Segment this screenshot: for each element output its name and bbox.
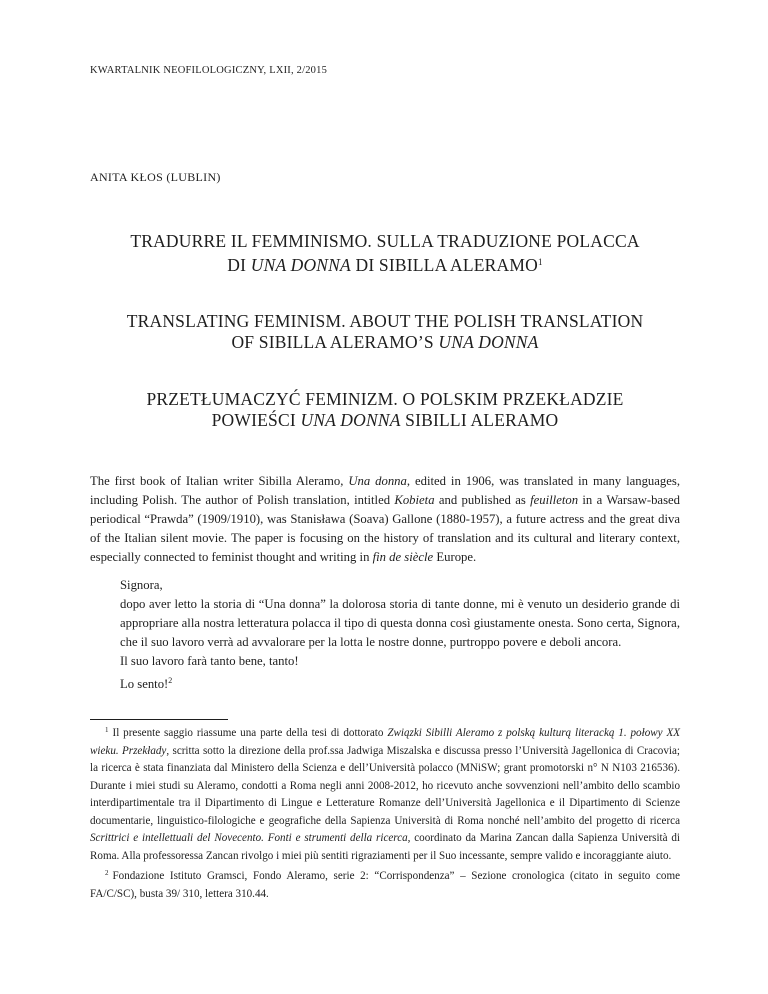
abstract-text: and published as <box>434 493 531 507</box>
letter-line: Il suo lavoro farà tanto bene, tanto! <box>120 654 299 668</box>
title-english <box>90 311 680 353</box>
abstract-text: The first book of Italian writer Sibilla Aleramo, <box>90 474 349 488</box>
footnote-text: coordinato da Marina Zancan dalla Sapienza Università di Roma. Alla professoressa Zancan rivolgo i miei più sentiti rigraziamenti per il Suo incessante, sempre valido e incoraggiante aiuto. <box>90 832 680 862</box>
footnote-text: , scritta sotto la direzione della prof.ssa Jadwiga Miszalska e discussa presso l’Università Jagellonica di Cracovia; la ricerca è stata finanziata dal Ministero della Scienza e dell’Università polacco (MNiSW; grant promotorski n° N N103 216536). Durante i miei studi su Aleramo, condotti a Roma negli anni 2008-2012, ho ricevuto anche sovvenzioni nell’ambito dello scambio interdipartimentale tra il Dipartimento di Lingue e Letterature Romanze dell’Università Jagellonica e il Dipartimento di Scienze documentarie, linguistico-filologiche e geografiche della Sapienza Università di Roma nonché nell’ambito del progetto di ricerca <box>90 744 680 827</box>
title-italic-work: UNA DONNA <box>250 255 351 275</box>
title-text: DI <box>227 255 251 275</box>
abstract-italic: Kobieta <box>394 493 435 507</box>
abstract-text: in a Warsaw-based periodical “Prawda” (1909/1910), was Stanisława (Soava) Gallone (1880-1957), a future actress and the great diva of the Italian silent movie. The paper is focusing on the history of translation and its cultural and literary context, especially connected to feminist thought and writing in <box>90 493 680 564</box>
title-text: DI SIBILLA ALERAMO <box>350 255 538 275</box>
title-polish <box>90 389 680 431</box>
title-english-line-2 <box>90 332 680 353</box>
footnote-number: 2 <box>105 869 109 877</box>
letter-body: dopo aver letto la storia di “Una donna” la dolorosa storia di tante donne, mi è venuto un desiderio grande di appropriare alla nostra letteratura polacca il tipo di questa donna così giustamente onesta. Sono certa, Signora, che il suo lavoro verrà ad avvalorare per la lotta le nostre donne, purtroppo povere e deboli ancora. <box>120 597 680 649</box>
footnote-text: Il presente saggio riassume una parte della tesi di dottorato <box>112 727 388 739</box>
footnote-separator <box>90 719 228 720</box>
letter-salutation: Signora, <box>120 578 163 592</box>
abstract-text: Europe. <box>433 550 477 564</box>
footnote-italic: Związki Sibilli Aleramo z polską kulturą literacką 1. połowy XX wieku. Przekłady <box>90 727 680 757</box>
footnote-text: Fondazione Istituto Gramsci, Fondo Aleramo, serie 2: “Corrispondenza” – Sezione cronologica (citato in seguito come FA/C/SC), busta 39/ 310, lettera 310.44. <box>90 870 680 900</box>
quoted-letter <box>120 576 680 694</box>
abstract-italic: Una donna <box>348 474 407 488</box>
title-italian-line-1: TRADURRE IL FEMMINISMO. SULLA TRADUZIONE POLACCA <box>130 231 640 251</box>
abstract-italic: fin de siècle <box>372 550 434 564</box>
title-polish-line-1: PRZETŁUMACZYĆ FEMINIZM. O POLSKIM PRZEKŁADZIE <box>146 389 624 409</box>
letter-closing-text: Lo sento! <box>120 677 169 691</box>
footnote-italic: Scrittrici e intellettuali del Novecento. Fonti e strumenti della ricerca, <box>90 832 411 844</box>
footnote-1 <box>90 722 680 865</box>
footnote-2 <box>90 865 680 903</box>
letter-closing <box>120 671 680 694</box>
author-line: ANITA KŁOS (LUBLIN) <box>90 170 221 184</box>
footnote-reference[interactable]: 2 <box>168 676 173 685</box>
title-polish-line-2 <box>90 410 680 431</box>
title-text: POWIEŚCI <box>211 410 301 430</box>
footnote-reference[interactable]: 1 <box>538 257 543 267</box>
abstract <box>90 472 680 567</box>
title-english-line-1: TRANSLATING FEMINISM. ABOUT THE POLISH TRANSLATION <box>126 311 644 331</box>
title-italian <box>90 231 680 276</box>
title-text: SIBILLI ALERAMO <box>400 410 559 430</box>
journal-header: KWARTALNIK NEOFILOLOGICZNY, LXII, 2/2015 <box>90 65 328 76</box>
footnote-number: 1 <box>105 726 109 734</box>
title-italic-work: UNA DONNA <box>300 410 401 430</box>
footnotes <box>90 722 680 903</box>
abstract-italic: feuilleton <box>530 493 579 507</box>
title-italic-work: UNA DONNA <box>438 332 539 352</box>
abstract-text: , edited in 1906, was translated in many languages, including Polish. The author of Polish translation, intitled <box>90 474 680 507</box>
title-italian-line-2 <box>90 252 680 276</box>
title-text: OF SIBILLA ALERAMO’S <box>231 332 439 352</box>
